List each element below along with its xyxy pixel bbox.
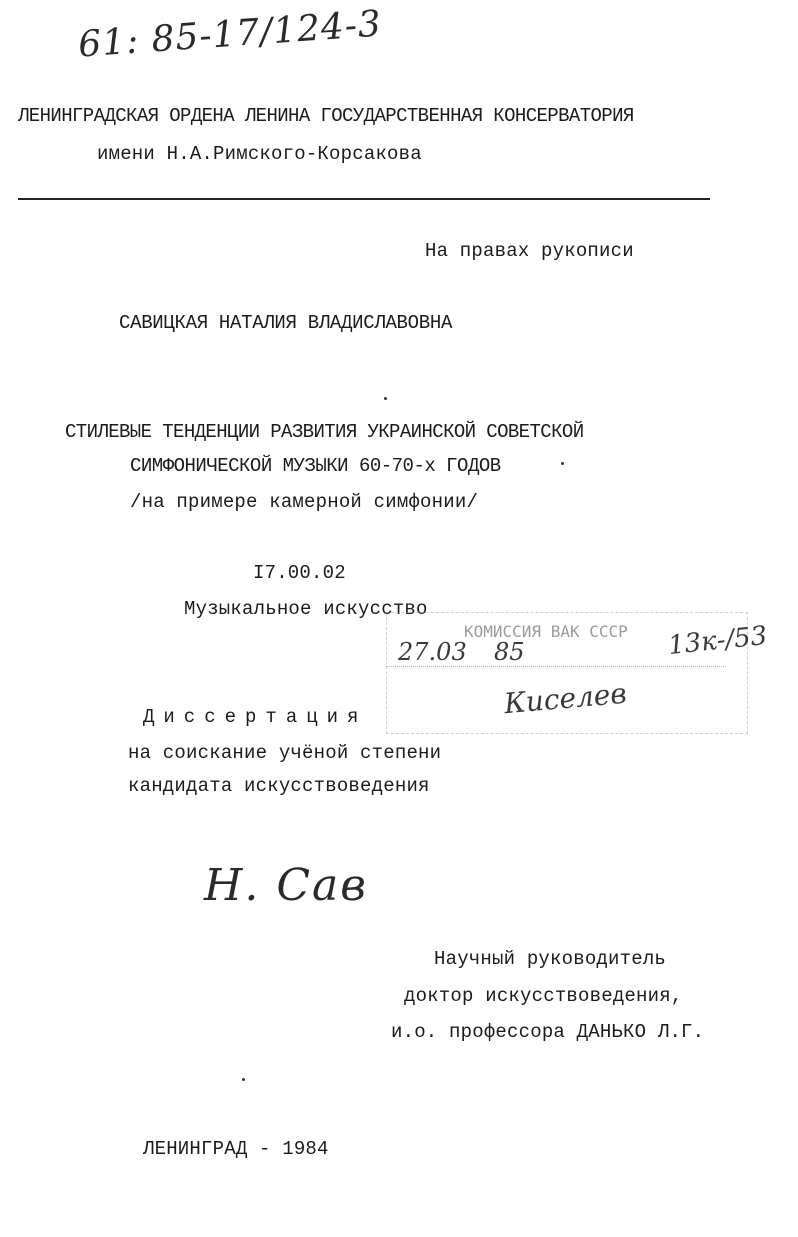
- stamp-title: КОМИССИЯ ВАК СССР: [464, 622, 628, 641]
- title-line-1: СТИЛЕВЫЕ ТЕНДЕНЦИИ РАЗВИТИЯ УКРАИНСКОЙ СОВЕТСКОЙ: [65, 421, 584, 443]
- supervisor-title: Научный руководитель: [434, 948, 667, 970]
- header-divider: [18, 198, 710, 200]
- stamp-signature: Киселев: [502, 676, 628, 721]
- author-name: САВИЦКАЯ НАТАЛИЯ ВЛАДИСЛАВОВНА: [119, 312, 453, 334]
- author-signature: Н. Сав: [204, 860, 368, 911]
- institution-named-after: имени Н.А.Римского-Корсакова: [97, 143, 422, 165]
- stamp-date: 27.03: [398, 638, 467, 666]
- ink-speck: [384, 397, 387, 400]
- dissertation-label: Диссертация: [143, 706, 368, 728]
- registration-stamp: [386, 612, 769, 742]
- ink-speck: [242, 1078, 245, 1081]
- stamp-dotted-line: [386, 666, 726, 667]
- dissertation-degree-line: на соискание учёной степени: [128, 742, 442, 764]
- specialty-name: Музыкальное искусство: [184, 598, 428, 620]
- stamp-number: 13к-/53: [666, 620, 769, 662]
- title-line-2: СИМФОНИЧЕСКОЙ МУЗЫКИ 60-70-х ГОДОВ: [130, 455, 501, 477]
- specialty-code: I7.00.02: [253, 562, 346, 584]
- ink-speck: [561, 462, 564, 465]
- dissertation-candidate-line: кандидата искусствоведения: [128, 775, 430, 797]
- title-subtitle: /на примере камерной симфонии/: [130, 491, 479, 513]
- stamp-year: 85: [494, 638, 525, 666]
- supervisor-degree: доктор искусствоведения,: [404, 985, 683, 1007]
- supervisor-position: и.о. профессора ДАНЬКО Л.Г.: [391, 1021, 705, 1043]
- manuscript-rights-note: На правах рукописи: [425, 240, 634, 262]
- institution-name: ЛЕНИНГРАДСКАЯ ОРДЕНА ЛЕНИНА ГОСУДАРСТВЕННАЯ КОНСЕРВАТОРИЯ: [18, 105, 634, 127]
- city-year: ЛЕНИНГРАД - 1984: [143, 1138, 329, 1160]
- archive-number-handwritten: 61: 85-17/124-3: [76, 3, 384, 66]
